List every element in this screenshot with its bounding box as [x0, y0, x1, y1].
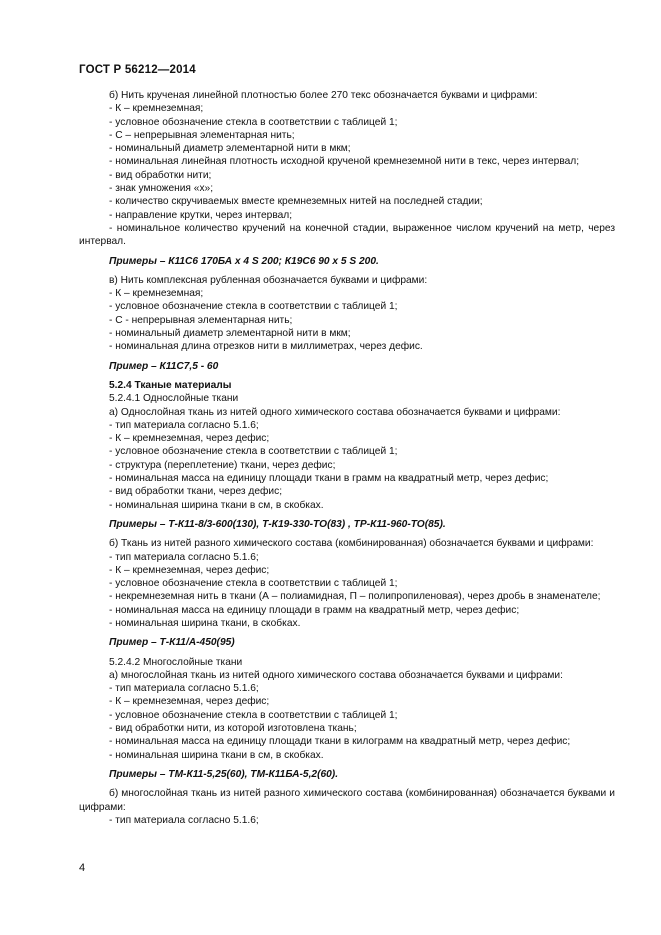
- list-item: - номинальная масса на единицу площади ткани в килограмм на квадратный метр, через дефис;: [109, 736, 571, 748]
- paragraph: б) многослойная ткань из нитей разного химического состава (комбинированная) обозначается буквами и цифрами:: [79, 788, 615, 813]
- paragraph: б) Ткань из нитей разного химического состава (комбинированная) обозначается буквами и цифрами:: [109, 538, 594, 550]
- list-item: - вид обработки нити;: [109, 169, 212, 181]
- list-item: - номинальная ширина ткани в см, в скобках.: [109, 499, 324, 511]
- list-item: - тип материала согласно 5.1.6;: [109, 683, 259, 695]
- subsection-heading: 5.2.4.2 Многослойные ткани: [109, 656, 243, 668]
- paragraph: а) многослойная ткань из нитей одного химического состава обозначается буквами и цифрами:: [109, 669, 563, 681]
- list-item: - номинальная ширина ткани, в скобках.: [109, 617, 301, 629]
- paragraph: в) Нить комплексная рубленная обозначается буквами и цифрами:: [109, 274, 428, 286]
- list-item: - С – непрерывная элементарная нить;: [109, 129, 295, 141]
- list-item: - номинальная масса на единицу площади в грамм на квадратный метр, через дефис;: [109, 604, 520, 616]
- list-item: - номинальное количество кручений на конечной стадии, выраженное числом кручений на метр, через интервал.: [79, 222, 615, 248]
- example: Примеры – ТМ-К11-5,25(60), ТМ-К11БА-5,2(60).: [109, 768, 339, 780]
- example: Примеры – Т-К11-8/3-600(130), Т-К19-330-ТО(83) , ТР-К11-960-ТО(85).: [109, 518, 446, 530]
- list-item: - номинальная линейная плотность исходной крученой кремнеземной нити в текс, через интервал;: [109, 156, 580, 168]
- list-item: - знак умножения «х»;: [109, 183, 214, 195]
- subsection-heading: 5.2.4.1 Однослойные ткани: [109, 393, 239, 405]
- list-item: - номинальный диаметр элементарной нити в мкм;: [109, 143, 351, 155]
- section-heading: 5.2.4 Тканые материалы: [109, 379, 232, 391]
- list-item: - К – кремнеземная;: [109, 288, 204, 300]
- list-item: - некремнеземная нить в ткани (А – полиамидная, П – полипропиленовая), через дробь в знаменателе;: [109, 591, 601, 603]
- paragraph: б) Нить крученая линейной плотностью более 270 текс обозначается буквами и цифрами:: [109, 90, 538, 101]
- list-item: - тип материала согласно 5.1.6;: [109, 419, 259, 431]
- list-item: - номинальный диаметр элементарной нити в мкм;: [109, 328, 351, 340]
- page-number: 4: [79, 862, 86, 874]
- list-item: - условное обозначение стекла в соответствии с таблицей 1;: [109, 709, 398, 721]
- list-item: - К – кремнеземная, через дефис;: [109, 433, 270, 445]
- list-item: - К – кремнеземная, через дефис;: [109, 696, 270, 708]
- list-item: - номинальная масса на единицу площади ткани в грамм на квадратный метр, через дефис;: [109, 473, 549, 485]
- list-item: - номинальная длина отрезков нити в миллиметрах, через дефис.: [109, 341, 423, 353]
- example: Пример – Т-К11/А-450(95): [109, 637, 235, 649]
- list-item: - К – кремнеземная;: [109, 103, 204, 115]
- list-item: - количество скручиваемых вместе кремнеземных нитей на последней стадии;: [109, 196, 483, 208]
- example: Примеры – К11С6 170БА х 4 S 200; К19С6 90 х 5 S 200.: [109, 255, 379, 267]
- list-item: - тип материала согласно 5.1.6;: [109, 551, 259, 563]
- list-item: - тип материала согласно 5.1.6;: [109, 814, 259, 826]
- page-header: ГОСТ Р 56212—2014: [79, 64, 196, 76]
- list-item: - вид обработки ткани, через дефис;: [109, 486, 283, 498]
- list-item: - номинальная ширина ткани в см, в скобках.: [109, 749, 324, 761]
- list-item: - К – кремнеземная, через дефис;: [109, 564, 270, 576]
- list-item: - С - непрерывная элементарная нить;: [109, 314, 293, 326]
- list-item: - условное обозначение стекла в соответствии с таблицей 1;: [109, 446, 398, 458]
- list-item: - структура (переплетение) ткани, через дефис;: [109, 459, 336, 471]
- list-item: - направление крутки, через интервал;: [109, 209, 293, 221]
- paragraph: а) Однослойная ткань из нитей одного химического состава обозначается буквами и цифрами:: [109, 406, 561, 418]
- list-item: - вид обработки нити, из которой изготовлена ткань;: [109, 723, 357, 735]
- list-item: - условное обозначение стекла в соответствии с таблицей 1;: [109, 578, 398, 590]
- document-body: [79, 89, 615, 827]
- list-item: - условное обозначение стекла в соответствии с таблицей 1;: [109, 301, 398, 313]
- list-item: - условное обозначение стекла в соответствии с таблицей 1;: [109, 116, 398, 128]
- example: Пример – К11С7,5 - 60: [109, 360, 219, 372]
